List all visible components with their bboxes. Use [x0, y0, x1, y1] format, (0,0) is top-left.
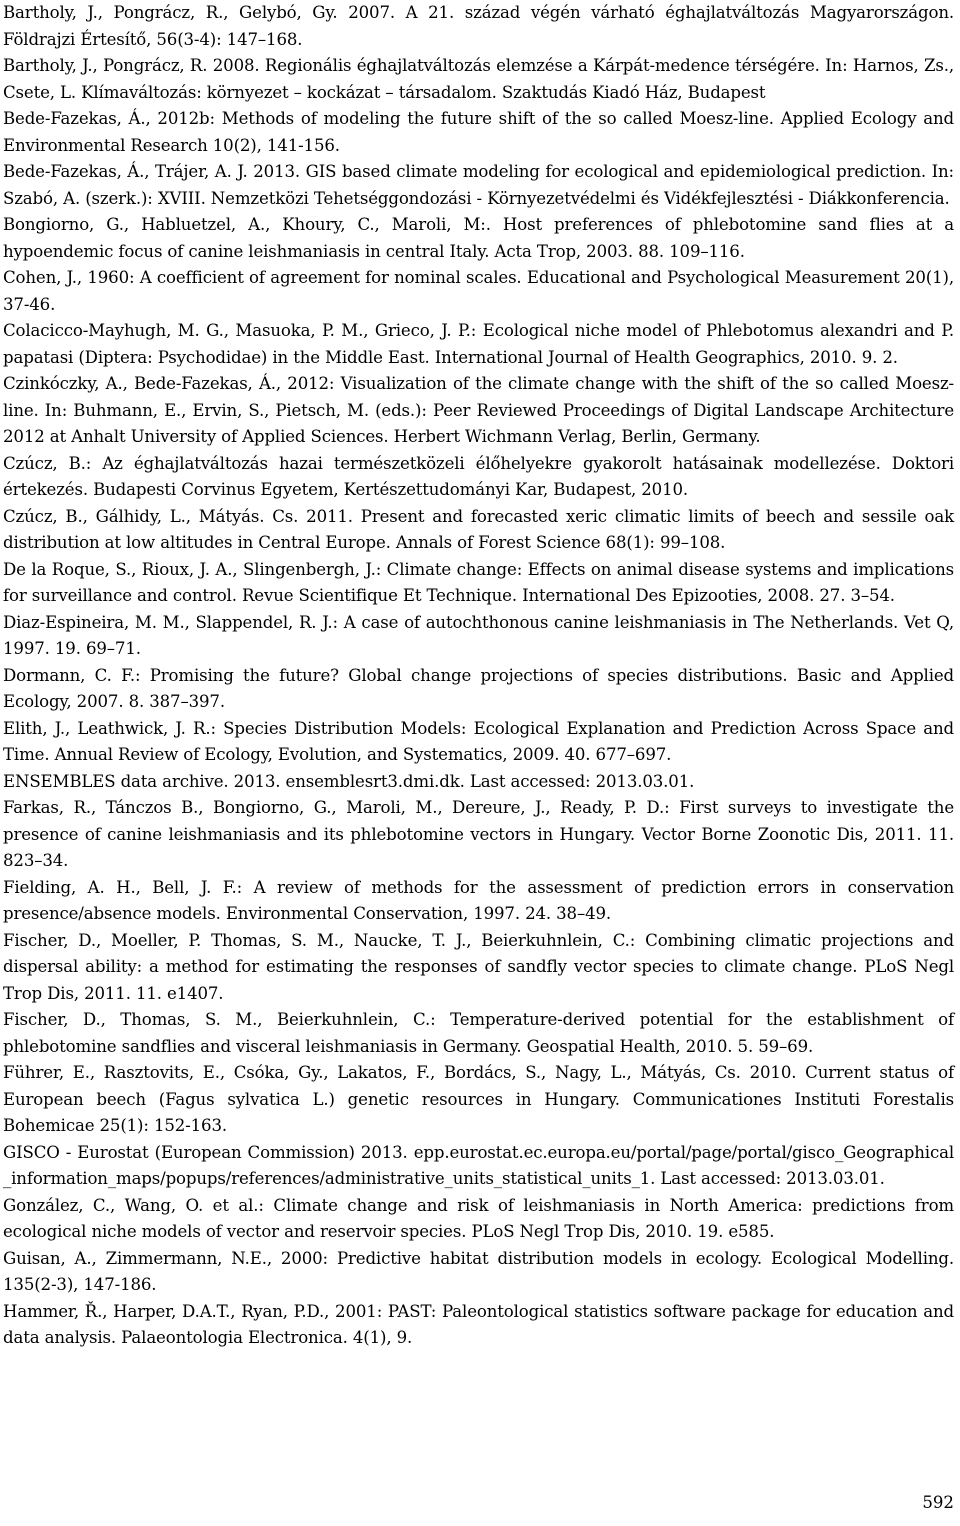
reference-entry: Hammer, Ř., Harper, D.A.T., Ryan, P.D., 2001: PAST: Paleontological statistics software package for education and data analysis. Palaeontologia Electronica. 4(1), 9.	[3, 1301, 954, 1347]
reference-entry: González, C., Wang, O. et al.: Climate change and risk of leishmaniasis in North America: predictions from ecological niche models of vector and reservoir species. PLoS Negl Trop Dis, 2010. 19. e585.	[3, 1195, 954, 1241]
reference-entry: Bartholy, J., Pongrácz, R., Gelybó, Gy. 2007. A 21. század végén várható éghajlatváltozás Magyarországon. Földrajzi Értesítő, 56(3-4): 147–168.	[3, 3, 954, 49]
reference-entry: Bede-Fazekas, Á., Trájer, A. J. 2013. GIS based climate modeling for ecological and epidemiological prediction. In: Szabó, A. (szerk.): XVIII. Nemzetközi Tehetséggondozási - Környezetvédelmi és Vidékfejlesztési - Diákkonferencia.	[3, 162, 954, 208]
reference-entry: Cohen, J., 1960: A coefficient of agreement for nominal scales. Educational and Psychological Measurement 20(1), 37-46.	[3, 268, 954, 314]
reference-list	[3, 0, 954, 1352]
reference-entry: Bongiorno, G., Habluetzel, A., Khoury, C., Maroli, M:. Host preferences of phlebotomine sand flies at a hypoendemic focus of canine leishmaniasis in central Italy. Acta Trop, 2003. 88. 109–116.	[3, 215, 954, 261]
reference-entry: GISCO - Eurostat (European Commission) 2013. epp.eurostat.ec.europa.eu/portal/page/portal/gisco_Geographical_information_maps/popups/references/administrative_units_statistical_units_1. Last accessed: 2013.03.01.	[3, 1142, 954, 1188]
reference-entry: Dormann, C. F.: Promising the future? Global change projections of species distributions. Basic and Applied Ecology, 2007. 8. 387–397.	[3, 665, 954, 711]
reference-entry: ENSEMBLES data archive. 2013. ensemblesrt3.dmi.dk. Last accessed: 2013.03.01.	[3, 771, 695, 791]
reference-entry: Farkas, R., Tánczos B., Bongiorno, G., Maroli, M., Dereure, J., Ready, P. D.: First surveys to investigate the presence of canine leishmaniasis and its phlebotomine vectors in Hungary. Vector Borne Zoonotic Dis, 2011. 11. 823–34.	[3, 798, 954, 870]
reference-entry: Fischer, D., Thomas, S. M., Beierkuhnlein, C.: Temperature-derived potential for the establishment of phlebotomine sandflies and visceral leishmaniasis in Germany. Geospatial Health, 2010. 5. 59–69.	[3, 1010, 954, 1056]
reference-entry: Führer, E., Rasztovits, E., Csóka, Gy., Lakatos, F., Bordács, S., Nagy, L., Mátyás, Cs. 2010. Current status of European beech (Fagus sylvatica L.) genetic resources in Hungary. Communicationes Instituti Forestalis Bohemicae 25(1): 152-163.	[3, 1063, 954, 1135]
reference-entry: Colacicco-Mayhugh, M. G., Masuoka, P. M., Grieco, J. P.: Ecological niche model of Phlebotomus alexandri and P. papatasi (Diptera: Psychodidae) in the Middle East. International Journal of Health Geographics, 2010. 9. 2.	[3, 321, 954, 367]
reference-entry: Guisan, A., Zimmermann, N.E., 2000: Predictive habitat distribution models in ecology. Ecological Modelling. 135(2-3), 147-186.	[3, 1248, 954, 1294]
reference-entry: Diaz-Espineira, M. M., Slappendel, R. J.: A case of autochthonous canine leishmaniasis in The Netherlands. Vet Q, 1997. 19. 69–71.	[3, 612, 954, 658]
reference-entry: Czúcz, B., Gálhidy, L., Mátyás. Cs. 2011. Present and forecasted xeric climatic limits of beech and sessile oak distribution at low altitudes in Central Europe. Annals of Forest Science 68(1): 99–108.	[3, 506, 954, 552]
reference-entry: Bede-Fazekas, Á., 2012b: Methods of modeling the future shift of the so called Moesz-line. Applied Ecology and Environmental Research 10(2), 141-156.	[3, 109, 954, 155]
reference-entry: Elith, J., Leathwick, J. R.: Species Distribution Models: Ecological Explanation and Prediction Across Space and Time. Annual Review of Ecology, Evolution, and Systematics, 2009. 40. 677–697.	[3, 718, 954, 764]
reference-entry: Bartholy, J., Pongrácz, R. 2008. Regionális éghajlatváltozás elemzése a Kárpát-medence térségére. In: Harnos, Zs., Csete, L. Klímaváltozás: környezet – kockázat – társadalom. Szaktudás Kiadó Ház, Budapest	[3, 56, 954, 102]
reference-entry: Fischer, D., Moeller, P. Thomas, S. M., Naucke, T. J., Beierkuhnlein, C.: Combining climatic projections and dispersal ability: a method for estimating the responses of sandfly vector species to climate change. PLoS Negl Trop Dis, 2011. 11. e1407.	[3, 930, 954, 1003]
page-number: 592	[922, 1493, 954, 1512]
reference-entry: Czinkóczky, A., Bede-Fazekas, Á., 2012: Visualization of the climate change with the shift of the so called Moesz-line. In: Buhmann, E., Ervin, S., Pietsch, M. (eds.): Peer Reviewed Proceedings of Digital Landscape Architecture 2012 at Anhalt University of Applied Sciences. Herbert Wichmann Verlag, Berlin, Germany.	[3, 374, 954, 446]
reference-entry: Fielding, A. H., Bell, J. F.: A review of methods for the assessment of prediction errors in conservation presence/absence models. Environmental Conservation, 1997. 24. 38–49.	[3, 877, 954, 923]
reference-entry: Czúcz, B.: Az éghajlatváltozás hazai természetközeli élőhelyekre gyakorolt hatásainak modellezése. Doktori értekezés. Budapesti Corvinus Egyetem, Kertészettudományi Kar, Budapest, 2010.	[3, 453, 954, 499]
reference-entry: De la Roque, S., Rioux, J. A., Slingenbergh, J.: Climate change: Effects on animal disease systems and implications for surveillance and control. Revue Scientifique Et Technique. International Des Epizooties, 2008. 27. 3–54.	[3, 559, 954, 605]
